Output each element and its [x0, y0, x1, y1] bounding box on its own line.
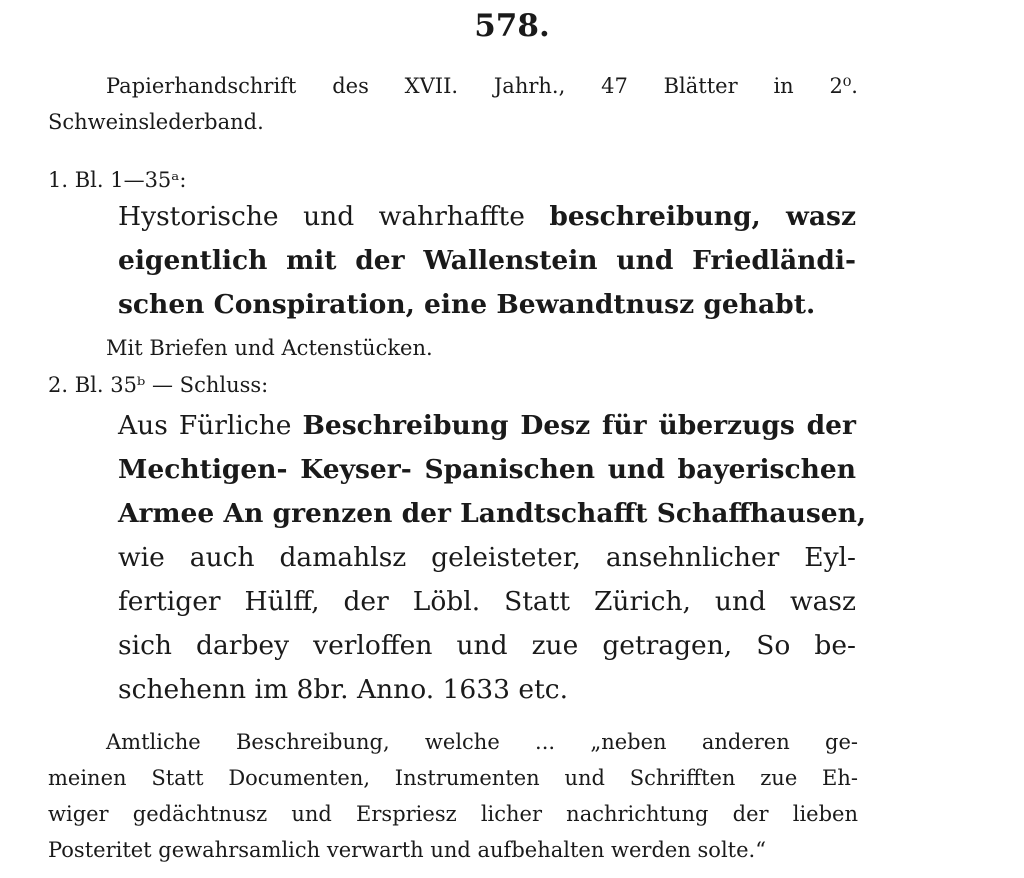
- item-2-title-line-1-plain: Aus Fürliche: [118, 410, 303, 441]
- closing-line-2: meinen Statt Documenten, Instrumenten und Schrifften zue Eh-: [48, 766, 858, 790]
- item-1-title-line-3: schen Conspiration, eine Bewandtnusz gehabt.: [118, 289, 816, 320]
- item-1-title-line-1-bold: beschreibung, wasz: [549, 201, 856, 232]
- item-2-title-line-1-bold: Beschreibung Desz für überzugs der: [302, 410, 856, 441]
- item-2-title-line-5: fertiger Hülff, der Löbl. Statt Zürich, und wasz: [118, 586, 856, 617]
- item-2-title: [118, 404, 867, 712]
- closing-paragraph: [48, 724, 858, 868]
- item-1-title-line-2: eigentlich mit der Wallenstein und Friedländi-: [118, 245, 856, 276]
- closing-line-1: Amtliche Beschreibung, welche ... „neben anderen ge-: [106, 730, 858, 754]
- item-2-title-line-7: schehenn im 8br. Anno. 1633 etc.: [118, 674, 569, 705]
- item-2-heading: 2. Bl. 35ᵇ — Schluss:: [48, 373, 269, 397]
- item-2-title-line-4: wie auch damahlsz geleisteter, ansehnlicher Eyl-: [118, 542, 856, 573]
- item-1-note: Mit Briefen und Actenstücken.: [106, 336, 433, 360]
- item-2-title-line-1: [118, 404, 856, 448]
- closing-line-4: Posteritet gewahrsamlich verwarth und aufbehalten werden solte.“: [48, 838, 766, 862]
- item-2-title-line-6: sich darbey verloffen und zue getragen, So be-: [118, 630, 856, 661]
- item-2-title-line-3: Armee An grenzen der Landtschafft Schaffhausen,: [118, 498, 867, 529]
- item-1-title-line-1: [118, 195, 856, 239]
- item-2-title-line-2: Mechtigen- Keyser- Spanischen und bayerischen: [118, 454, 856, 485]
- manuscript-description: [48, 68, 858, 140]
- description-line-1: Papierhandschrift des XVII. Jahrh., 47 Blätter in 2⁰.: [106, 74, 858, 98]
- description-line-2: Schweinslederband.: [48, 110, 264, 134]
- page-number: 578.: [474, 8, 550, 44]
- item-1-title: [118, 195, 856, 327]
- item-1-title-line-1-plain: Hystorische und wahrhaffte: [118, 201, 550, 232]
- closing-line-3: wiger gedächtnusz und Erspriesz licher nachrichtung der lieben: [48, 802, 858, 826]
- item-1-heading: 1. Bl. 1—35ᵃ:: [48, 168, 187, 192]
